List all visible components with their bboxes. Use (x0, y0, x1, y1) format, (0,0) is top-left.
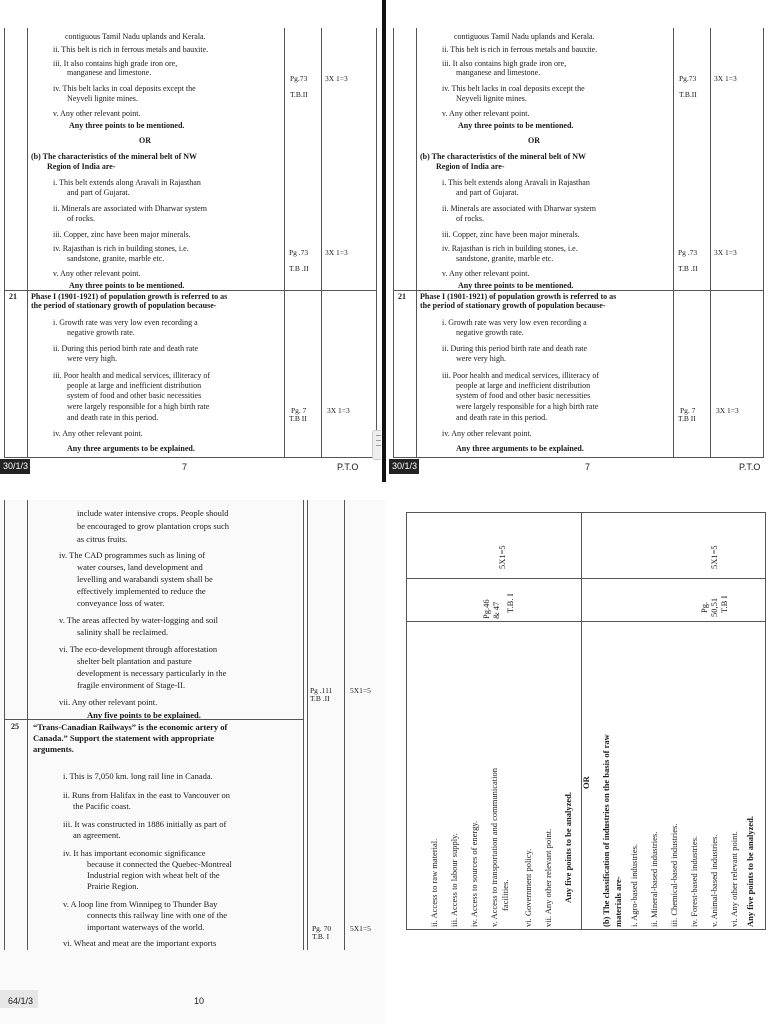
text-line: i. This belt extends along Aravali in Rajasthan (53, 178, 201, 187)
question-text: the period of stationary growth of population because- (31, 301, 217, 310)
text-line: sandstone, granite, marble etc. (456, 254, 554, 263)
instruction-text: Any five points to be analyzed. (745, 816, 755, 927)
text-line: ii. This belt is rich in ferrous metals and bauxite. (53, 45, 209, 54)
page-number: 10 (194, 996, 205, 1006)
text-line: iv. Rajasthan is rich in building stones, i.e. (53, 244, 189, 253)
text-line: iv. Rajasthan is rich in building stones, i.e. (442, 244, 578, 253)
page-divider (382, 0, 386, 490)
text-line: iii. Poor health and medical services, illiteracy of (53, 371, 211, 380)
textbook-reference: T.B II (678, 414, 696, 423)
question-number: 21 (9, 292, 17, 301)
text-line: ii. Access to raw material. (429, 838, 439, 927)
text-line: v. Animal-based industries. (709, 834, 719, 927)
textbook-reference: T.B I (719, 595, 729, 613)
text-line: v. Any other relevant point. (442, 109, 530, 118)
instruction-text: Any three points to be mentioned. (69, 121, 185, 130)
page-reference: Pg .111 (310, 686, 333, 695)
text-line: system of food and other basic necessities (67, 391, 202, 400)
marks-allocation: 5X1=5 (709, 545, 719, 569)
marking-table (4, 500, 304, 950)
textbook-reference: T.B.II (290, 90, 308, 99)
page-reference: Pg.46 (481, 599, 491, 619)
text-line: i. This belt extends along Aravali in Rajasthan (442, 178, 590, 187)
text-line: negative growth rate. (456, 328, 524, 337)
marks-allocation: 5X1=5 (350, 924, 371, 933)
text-line: and part of Gujarat. (67, 188, 130, 197)
text-line: iv. Any other relevant point. (442, 429, 532, 438)
text-line: effectively implemented to reduce the (77, 586, 206, 596)
subquestion-heading: materials are- (613, 876, 623, 927)
question-number: 25 (11, 722, 19, 731)
text-line: manganese and limestone. (456, 68, 541, 77)
text-line: iv. The CAD programmes such as lining of (59, 550, 206, 560)
text-line: v. Any other relevant point. (53, 109, 141, 118)
page-reference: Pg. 7 (291, 406, 307, 415)
marks-allocation: 3X 1=3 (325, 74, 348, 83)
page-thumbnail-badge[interactable]: 30/1/3 (389, 459, 419, 474)
pto-label: P.T.O (739, 462, 761, 472)
page-number: 7 (182, 462, 188, 472)
text-line: vi. The eco-development through afforestation (59, 644, 218, 654)
page-reference: 50,51 (709, 597, 719, 617)
text-line: sandstone, granite, marble etc. (67, 254, 165, 263)
question-text: Phase I (1901-1921) of population growth is referred to as (420, 292, 617, 301)
text-line: iii. It also contains high grade iron ore, (53, 59, 178, 68)
instruction-text: Any three points to be mentioned. (458, 281, 574, 290)
text-line: include water intensive crops. People should (77, 508, 229, 518)
text-line: and death rate in this period. (67, 413, 159, 422)
page-reference: Pg .73 (678, 248, 698, 257)
text-line: iii. Chemical-based industries. (669, 823, 679, 927)
text-line: v. Access to transportation and communication (489, 767, 499, 927)
page-number: 7 (585, 462, 591, 472)
text-line: vi. Any other relevant point. (729, 831, 739, 927)
marking-table (393, 28, 764, 458)
text-line: were very high. (456, 354, 506, 363)
question-text: Phase I (1901-1921) of population growth is referred to as (31, 292, 228, 301)
text-line: an agreement. (73, 830, 121, 840)
text-line: and death rate in this period. (456, 413, 548, 422)
text-line: vi. Wheat and meat are the important exports (63, 938, 217, 948)
marks-allocation: 3X 1=3 (327, 406, 350, 415)
page-reference: Pg. (699, 601, 709, 613)
text-line: the Pacific coast. (73, 801, 131, 811)
marks-allocation: 3X 1=3 (325, 248, 348, 257)
page-reference: Pg .73 (289, 248, 309, 257)
textbook-reference: T.B. I (312, 932, 330, 941)
text-line: important waterways of the world. (87, 922, 205, 932)
marks-allocation: 3X 1=3 (714, 74, 737, 83)
text-line: shelter belt plantation and pasture (77, 656, 192, 666)
text-line: iii. Access to labour supply. (449, 833, 459, 927)
or-divider: OR (139, 136, 151, 145)
text-line: ii. Minerals are associated with Dharwar system (53, 204, 207, 213)
text-line: iv. It has important economic significance (63, 848, 206, 858)
question-text: Canada.” Support the statement with appropriate (33, 733, 215, 743)
textbook-reference: T.B II (289, 414, 307, 423)
page-reference: & 47 (491, 601, 501, 619)
text-line: Neyveli lignite mines. (456, 94, 527, 103)
text-line: Industrial region with wheat belt of the (87, 870, 220, 880)
text-line: people at large and inefficient distribution (456, 381, 591, 390)
text-line: ii. During this period birth rate and death rate (53, 344, 199, 353)
text-line: iii. It was constructed in 1886 initially as part of (63, 819, 227, 829)
textbook-reference: T.B.II (679, 90, 697, 99)
or-divider: OR (581, 776, 591, 789)
pto-label: P.T.O (337, 462, 359, 472)
marks-allocation: 3X 1=3 (716, 406, 739, 415)
text-line: conveyance loss of water. (77, 598, 165, 608)
text-line: connects this railway line with one of the (87, 910, 227, 920)
answer-page-bottom-left (0, 500, 385, 1024)
answer-page-bottom-right (398, 500, 768, 940)
text-line: iv. Access to sources of energy. (469, 820, 479, 927)
text-line: salinity shall be reclaimed. (77, 627, 169, 637)
answer-page-top-left (0, 0, 381, 480)
text-line: contiguous Tamil Nadu uplands and Kerala. (65, 32, 206, 41)
text-line: vi. Government policy. (523, 848, 533, 927)
text-line: ii. Minerals are associated with Dharwar system (442, 204, 596, 213)
question-text: “Trans-Canadian Railways” is the economic artery of (33, 722, 228, 732)
subquestion-heading: Region of India are- (436, 162, 505, 171)
text-line: Prairie Region. (87, 881, 139, 891)
marks-allocation: 3X 1=3 (714, 248, 737, 257)
marks-allocation: 5X1=5 (350, 686, 371, 695)
text-line: people at large and inefficient distribution (67, 381, 202, 390)
text-line: iii. Copper, zinc have been major minerals. (442, 230, 580, 239)
text-line: iv. This belt lacks in coal deposits except the (53, 84, 196, 93)
textbook-reference: T.B .II (289, 264, 309, 273)
text-line: Neyveli lignite mines. (67, 94, 138, 103)
text-line: ii. Mineral-based industries. (649, 831, 659, 927)
instruction-text: Any five points to be explained. (87, 710, 201, 720)
text-line: ii. This belt is rich in ferrous metals and bauxite. (442, 45, 598, 54)
answer-page-top-right (389, 0, 768, 480)
marks-allocation: 5X1=5 (497, 545, 507, 569)
text-line: be encouraged to grow plantation crops such (77, 521, 230, 531)
instruction-text: Any five points to be analyzed. (563, 792, 573, 903)
textbook-reference: T.B .II (310, 694, 330, 703)
text-line: iii. It also contains high grade iron ore, (442, 59, 567, 68)
textbook-reference: T.B .II (678, 264, 698, 273)
subquestion-heading: (b) The classification of industries on the basis of raw (601, 734, 611, 927)
text-line: i. Growth rate was very low even recording a (442, 318, 587, 327)
text-line: v. The areas affected by water-logging and soil (59, 615, 218, 625)
page-thumbnail-badge[interactable]: 30/1/3 (0, 459, 30, 474)
text-line: development is necessary particularly in the (77, 668, 227, 678)
text-line: as citrus fruits. (77, 534, 128, 544)
textbook-reference: T.B. I (505, 593, 515, 613)
text-line: were largely responsible for a high birth rate (67, 402, 210, 411)
scroll-handle[interactable] (372, 430, 381, 460)
text-line: ii. During this period birth rate and death rate (442, 344, 588, 353)
text-line: because it connected the Quebec-Montreal (87, 859, 232, 869)
text-line: fragile environment of Stage-II. (77, 680, 186, 690)
instruction-text: Any three points to be mentioned. (458, 121, 574, 130)
text-line: iii. Copper, zinc have been major minerals. (53, 230, 191, 239)
text-line: i. Growth rate was very low even recording a (53, 318, 198, 327)
marking-table-rotated (406, 512, 766, 930)
page-gap (0, 482, 768, 500)
text-line: vii. Any other relevant point. (59, 697, 158, 707)
subquestion-heading: Region of India are- (47, 162, 116, 171)
text-line: v. A loop line from Winnipeg to Thunder Bay (63, 899, 218, 909)
page-reference: Pg.73 (290, 74, 308, 83)
subquestion-heading: (b) The characteristics of the mineral belt of NW (31, 152, 198, 161)
page-reference: Pg.73 (679, 74, 697, 83)
text-line: facilities. (500, 879, 510, 911)
text-line: negative growth rate. (67, 328, 135, 337)
marking-table (4, 28, 377, 458)
text-line: of rocks. (456, 214, 484, 223)
text-line: system of food and other basic necessities (456, 391, 591, 400)
or-divider: OR (528, 136, 540, 145)
text-line: water courses, land development and (77, 562, 203, 572)
text-line: were largely responsible for a high birth rate (456, 402, 599, 411)
instruction-text: Any three arguments to be explained. (67, 444, 195, 453)
page-reference: Pg. 7 (680, 406, 696, 415)
instruction-text: Any three arguments to be explained. (456, 444, 584, 453)
text-line: contiguous Tamil Nadu uplands and Kerala. (454, 32, 595, 41)
text-line: of rocks. (67, 214, 95, 223)
document-code: 64/1/3 (8, 996, 34, 1006)
text-line: iii. Poor health and medical services, illiteracy of (442, 371, 600, 380)
text-line: iv. This belt lacks in coal deposits except the (442, 84, 585, 93)
text-line: and part of Gujarat. (456, 188, 519, 197)
text-line: ii. Runs from Halifax in the east to Vancouver on (63, 790, 230, 800)
text-line: v. Any other relevant point. (53, 269, 141, 278)
text-line: vii. Any other relevant point. (543, 828, 553, 927)
subquestion-heading: (b) The characteristics of the mineral belt of NW (420, 152, 587, 161)
question-number: 21 (398, 292, 406, 301)
text-line: i. Agro-based industries. (629, 843, 639, 927)
instruction-text: Any three points to be mentioned. (69, 281, 185, 290)
page-reference: Pg. 70 (312, 924, 332, 933)
text-line: were very high. (67, 354, 117, 363)
text-line: manganese and limestone. (67, 68, 152, 77)
text-line: iv. Forest-based industries. (689, 835, 699, 927)
text-line: levelling and warabandi system shall be (77, 574, 213, 584)
text-line: v. Any other relevant point. (442, 269, 530, 278)
text-line: iv. Any other relevant point. (53, 429, 143, 438)
question-text: arguments. (33, 744, 74, 754)
question-text: the period of stationary growth of population because- (420, 301, 606, 310)
text-line: i. This is 7,050 km. long rail line in Canada. (63, 771, 213, 781)
